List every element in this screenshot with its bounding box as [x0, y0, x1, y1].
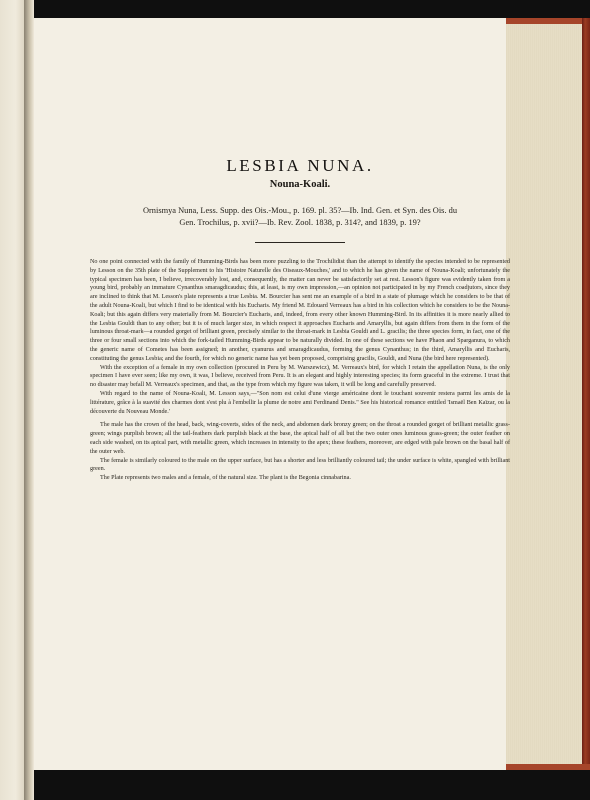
species-common-name: Nouna-Koali. — [269, 179, 331, 190]
synonymy-block — [90, 205, 510, 229]
body-text — [90, 258, 510, 483]
paragraph-history: No one point connected with the family of Humming-Birds has been more puzzling to the Trochilidist than the attempt to identify the species intended to be represented by Lesson on the 35th plate of the Supplement to his 'Histoire Naturelle des Oiseaux-Mouches,' and to which he has given the name of Nouna-Koali; unfortunately the typical specimen has been, I believe, irrecoverably lost, and, consequently, the matter can never be satisfactorily set at rest. Lesson's figure was evidently taken from a young bird, probably an immature Cynanthus smaragdicaudus; this, at least, is my own impression,—an opinion not participated in by my French coadjutors, since they are inclined to think that M. Lesson's plate represents a true Lesbia. M. Bourcier has sent me an example of a bird in a state of plumage which he considers to be that of the adult Nouna-Koali, but which I find to be identical with his Eucharis. My friend M. Edouard Verreaux has a bird in his collection which he considers to be the Nouna-Koali; but this again differs very materially from M. Bourcier's Eucharis, and, indeed, from every other known Humming-Bird. In its affinities it is more nearly allied to the Lesbia Gouldi than to any other; but it is of much larger size, in which respect it approaches Eucharis and Amaryllis, but again differs from them in the form of the luminous throat-mark—a rounded gorget of brilliant green, precisely similar to the throat-mark in Lesbia Gouldi and L. gracilis; the three species form, in fact, one of the three or four small sections into which the fork-tailed Humming-Birds appear to be naturally divided. In one of these sections we have Phaon and Sparganura, to which the generic name of Cometes has been assigned; in another, cyanurus and smaragdicaudus, forming the genus Cynanthus; in the third, Amaryllis and Eucharis, constituting the genus Lesbia; and the fourth, for which no generic name has yet been proposed, comprising gracilis, Gouldi, and Nuna (the bird here represented). — [90, 259, 510, 362]
page-content — [90, 156, 510, 483]
paragraph-plate-note: The Plate represents two males and a female, of the natural size. The plant is the Begonia cinnabarina. — [100, 475, 351, 482]
synonymy-line-2: Gen. Trochilus, p. xvii?—Ib. Rev. Zool. 1838, p. 314?, and 1839, p. 19? — [179, 218, 421, 227]
synonymy-line-1: Ornismya Nuna, Less. Supp. des Ois.-Mou., p. 169. pl. 35?—Ib. Ind. Gen. et Syn. des Ois. du — [142, 206, 458, 215]
paragraph-name-origin: With regard to the name of Nouna-Koali, M. Lesson says,—"Son nom est celui d'une vierge américaine dont le touchant souvenir restera parmi les amis de la littérature, grâce à la suavité des charmes dont s'est plu à l'embellir la plume de notre ami Ferdinand Denis." See his historical romance entitled 'Ismaël Ben Kaïzar, ou la découverte du Nouveau Monde.' — [90, 390, 510, 415]
page-block-edge — [506, 18, 590, 770]
section-divider-rule — [255, 242, 345, 243]
facing-page-edge — [0, 0, 26, 800]
paragraph-specimen: With the exception of a female in my own collection (procured in Peru by M. Warszewicz), M. Verreaux's bird, for which I retain the appellation Nuna, is the only specimen I have ever seen; like my own, it was, I believe, received from Peru. It is an elegant and highly interesting species; its form graceful in the extreme. I trust that no disaster may befall M. Verreaux's specimen, and that, as the type from which my figure was taken, it will be long and carefully preserved. — [90, 364, 510, 389]
paragraph-male-description: The male has the crown of the head, back, wing-coverts, sides of the neck, and abdomen dark bronzy green; on the throat a rounded gorget of brilliant metallic grass-green; wings purplish brown; all the tail-feathers dark purplish black at the base, the apical half of all but the two outer ones luminous grass-green; the outer feather on each side washed, on its apical part, with metallic green, which increases in intensity to the apex; these feathers, moreover, are edged with pale brown on the basal half of the outer web. — [90, 422, 510, 455]
book-cover-edge — [582, 18, 590, 770]
species-title: LESBIA NUNA. — [226, 156, 374, 175]
footband — [506, 764, 590, 770]
headband — [506, 18, 590, 24]
paragraph-female-description: The female is similarly coloured to the male on the upper surface, but has a shorter and less brilliantly coloured tail; the under surface is white, spangled with brilliant green. — [90, 457, 510, 473]
book-gutter — [24, 0, 34, 800]
